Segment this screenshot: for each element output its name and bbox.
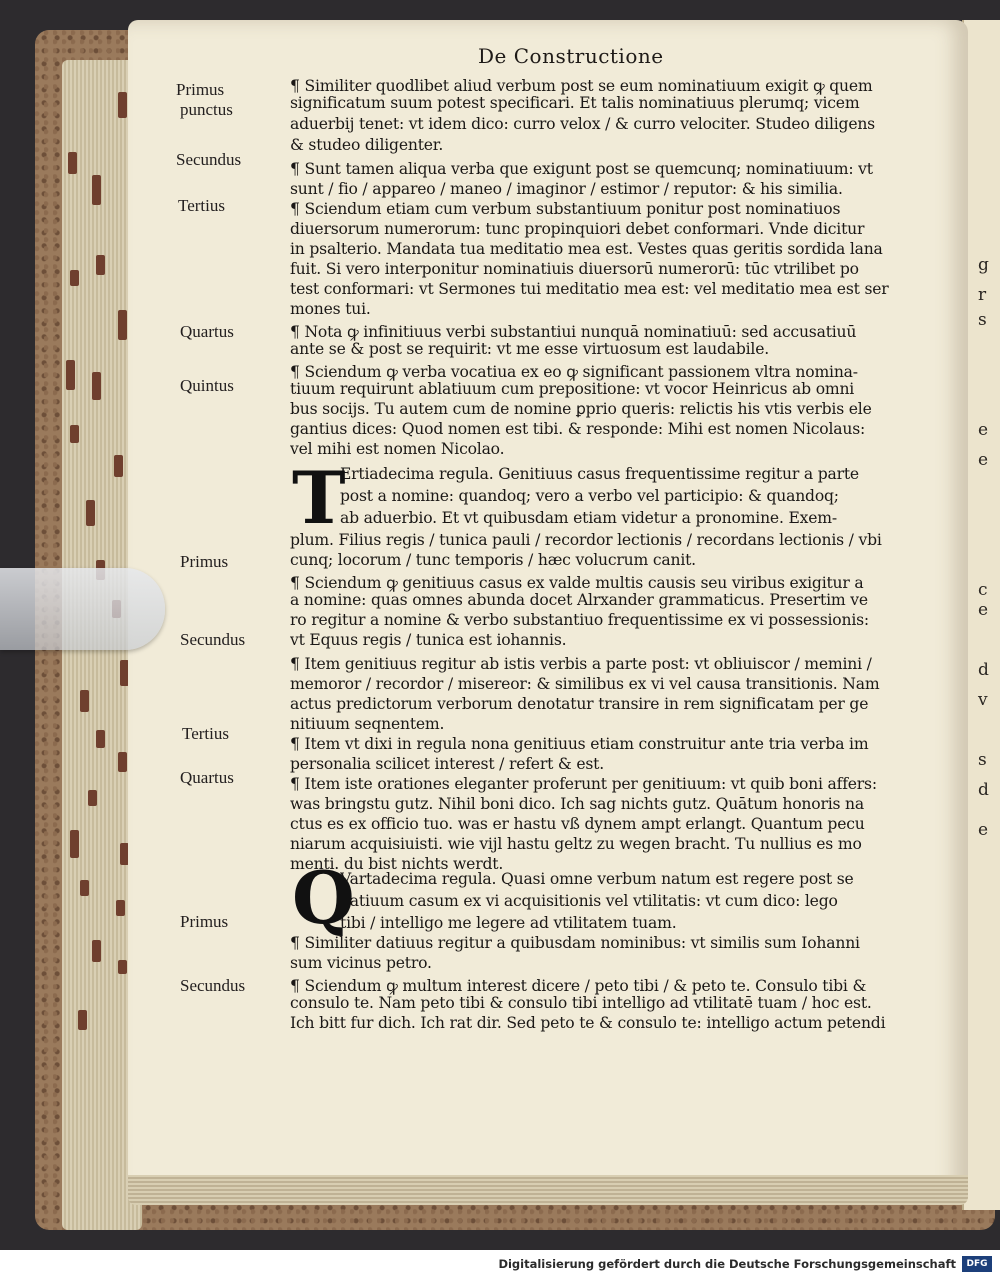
margin-note: Primus bbox=[176, 80, 225, 99]
text-line: ¶ Item iste orationes eleganter proferunt per genitiuum: vt quib boni affers: bbox=[290, 775, 877, 793]
dfg-logo: DFG bbox=[962, 1256, 992, 1272]
margin-note: Quintus bbox=[180, 376, 234, 395]
index-tab bbox=[70, 425, 79, 443]
text-line: ab aduerbio. Et vt quibusdam etiam videtur a pronomine. Exem- bbox=[340, 509, 837, 527]
facing-page-letter: e bbox=[978, 600, 989, 620]
text-line: Ertiadecima regula. Genitiuus casus frequentissime regitur a parte bbox=[340, 465, 859, 483]
text-line: nitiuum seqnentem. bbox=[290, 715, 445, 733]
margin-note: Primus bbox=[180, 552, 229, 571]
margin-note: punctus bbox=[180, 100, 233, 119]
text-line: ro regitur a nomine & verbo substantiuo frequentissime ex vi possessionis: bbox=[290, 611, 869, 629]
margin-note: Secundus bbox=[176, 150, 242, 169]
index-tab bbox=[70, 270, 79, 286]
index-tab bbox=[80, 690, 89, 712]
text-line: menti. du bist nichts werdt. bbox=[290, 855, 504, 873]
text-line: gantius dices: Quod nomen est tibi. & responde: Mihi est nomen Nicolaus: bbox=[290, 420, 866, 438]
index-tab bbox=[114, 455, 123, 477]
margin-note: Secundus bbox=[180, 976, 246, 995]
text-line: ¶ Sciendum ꝙ verba vocatiua ex eo ꝙ significant passionem vltra nomina- bbox=[290, 363, 858, 381]
index-tab bbox=[96, 730, 105, 748]
text-line: sum vicinus petro. bbox=[290, 954, 432, 972]
facing-page-letter: d bbox=[978, 660, 989, 680]
index-tab bbox=[70, 830, 79, 858]
index-tab bbox=[88, 790, 97, 806]
facing-page-letter: e bbox=[978, 450, 989, 470]
margin-note: Tertius bbox=[182, 724, 229, 743]
text-line: diuersorum numerorum: tunc propinquiori debet conformari. Vnde dicitur bbox=[290, 220, 865, 238]
margin-note: Quartus bbox=[180, 322, 234, 341]
text-line: test conformari: vt Sermones tui meditatio mea est: vel meditatio mea est ser bbox=[290, 280, 889, 298]
text-line: ctus es ex officio tuo. was er hastu vß dynem ampt erlangt. Quantum pecu bbox=[290, 815, 865, 833]
text-line: significatum suum potest specificari. Et talis nominatiuus plerumq; vicem bbox=[290, 94, 860, 112]
text-line: Vartadecima regula. Quasi omne verbum natum est regere post se bbox=[340, 870, 854, 888]
margin-note: Tertius bbox=[178, 196, 225, 215]
index-tab bbox=[92, 940, 101, 962]
text-line: in psalterio. Mandata tua meditatio mea est. Vestes quas geritis sordida lana bbox=[290, 240, 883, 258]
running-header: De Constructione bbox=[478, 44, 664, 68]
text-line: vel mihi est nomen Nicolao. bbox=[290, 440, 505, 458]
funding-credit: Digitalisierung gefördert durch die Deutsche Forschungsgemeinschaft bbox=[498, 1257, 956, 1271]
text-line: was bringstu gutz. Nihil boni dico. Ich sag nichts gutz. Quātum honoris na bbox=[290, 795, 865, 813]
margin-note: Secundus bbox=[180, 630, 246, 649]
text-line: actus predictorum verborum denotatur transire in rem significatam per ge bbox=[290, 695, 869, 713]
text-line: ¶ Item vt dixi in regula nona genitiuus etiam construitur ante tria verba im bbox=[290, 735, 869, 753]
text-line: ¶ Sunt tamen aliqua verba que exigunt post se quemcunq; nominatiuum: vt bbox=[290, 160, 873, 178]
glass-ruler bbox=[0, 568, 165, 650]
text-line: tiuum requirunt ablatiuum cum prepositione: vt vocor Heinricus ab omni bbox=[290, 380, 855, 398]
dropcap-q: Q bbox=[292, 855, 355, 940]
text-line: bus socijs. Tu autem cum de nomine ꝑprio queris: relictis his vtis verbis ele bbox=[290, 400, 872, 418]
index-tab bbox=[118, 92, 127, 118]
text-line: ante se & post se requirit: vt me esse virtuosum est laudabile. bbox=[290, 340, 769, 358]
text-line: a nomine: quas omnes abunda docet Alrxander grammaticus. Presertim ve bbox=[290, 591, 868, 609]
index-tab bbox=[92, 175, 101, 205]
facing-page-letter: s bbox=[978, 750, 987, 770]
index-tab bbox=[118, 960, 127, 974]
text-line: vt Equus regis / tunica est iohannis. bbox=[290, 631, 567, 649]
facing-page-letter: s bbox=[978, 310, 987, 330]
index-tab bbox=[66, 360, 75, 390]
index-tab bbox=[78, 1010, 87, 1030]
text-line: & studeo diligenter. bbox=[290, 136, 444, 154]
text-line: ¶ Item genitiuus regitur ab istis verbis a parte post: vt obliuiscor / memini / bbox=[290, 655, 872, 673]
index-tab bbox=[80, 880, 89, 896]
text-line: memoror / recordor / misereor: & similibus ex vi vel causa transitionis. Nam bbox=[290, 675, 880, 693]
text-line: ¶ Similiter datiuus regitur a quibusdam nominibus: vt similis sum Iohanni bbox=[290, 934, 860, 952]
text-line: cunq; locorum / tunc temporis / hæc volucrum canit. bbox=[290, 551, 696, 569]
text-line: sunt / fio / appareo / maneo / imaginor / estimor / reputor: & his similia. bbox=[290, 180, 843, 198]
text-line: Ich bitt fur dich. Ich rat dir. Sed peto te & consulo te: intelligo actum petendi bbox=[290, 1014, 886, 1032]
facing-page-letter: c bbox=[978, 580, 988, 600]
index-tab bbox=[92, 372, 101, 400]
index-tab bbox=[118, 752, 127, 772]
facing-page-letter: r bbox=[978, 285, 987, 305]
text-line: datiuum casum ex vi acquisitionis vel vtilitatis: vt cum dico: lego bbox=[340, 892, 838, 910]
footer-bar bbox=[0, 1250, 1000, 1280]
facing-page-letter: e bbox=[978, 820, 989, 840]
text-line: niarum acquisiuisti. wie vijl hastu geltz zu wegen bracht. Tu nullius es mo bbox=[290, 835, 862, 853]
index-tab bbox=[68, 152, 77, 174]
dropcap-t: T bbox=[292, 455, 346, 540]
text-line: aduerbij tenet: vt idem dico: curro velox / & curro velociter. Studeo diligens bbox=[290, 115, 875, 133]
text-line: ¶ Nota ꝙ infinitiuus verbi substantiui nunquā nominatiuū: sed accusatiuū bbox=[290, 323, 857, 341]
index-tab bbox=[116, 900, 125, 916]
facing-page-letter: v bbox=[978, 690, 988, 710]
text-line: ¶ Sciendum ꝙ multum interest dicere / peto tibi / & peto te. Consulo tibi & bbox=[290, 977, 867, 995]
text-line: ¶ Similiter quodlibet aliud verbum post se eum nominatiuum exigit ꝙ quem bbox=[290, 77, 873, 95]
text-line: post a nomine: quandoq; vero a verbo vel participio: & quandoq; bbox=[340, 487, 839, 505]
index-tab bbox=[86, 500, 95, 526]
text-line: consulo te. Nam peto tibi & consulo tibi intelligo ad vtilitatē tuam / hoc est. bbox=[290, 994, 872, 1012]
margin-note: Primus bbox=[180, 912, 229, 931]
page-edges-bottom bbox=[128, 1175, 968, 1205]
facing-page-letter: g bbox=[978, 255, 989, 275]
facing-page-letter: e bbox=[978, 420, 989, 440]
margin-note: Quartus bbox=[180, 768, 234, 787]
text-line: tibi / intelligo me legere ad vtilitatem tuam. bbox=[340, 914, 677, 932]
index-tab bbox=[118, 310, 127, 340]
text-line: mones tui. bbox=[290, 300, 371, 318]
text-line: ¶ Sciendum ꝙ genitiuus casus ex valde multis causis seu viribus exigitur a bbox=[290, 574, 864, 592]
text-line: plum. Filius regis / tunica pauli / recordor lectionis / recordans lectionis / vbi bbox=[290, 531, 882, 549]
index-tab bbox=[96, 255, 105, 275]
text-line: personalia scilicet interest / refert & est. bbox=[290, 755, 605, 773]
text-line: ¶ Sciendum etiam cum verbum substantiuum ponitur post nominatiuos bbox=[290, 200, 841, 218]
facing-page-letter: d bbox=[978, 780, 989, 800]
text-line: fuit. Si vero interponitur nominatiuis diuersorū numerorū: tūc vtrilibet po bbox=[290, 260, 859, 278]
